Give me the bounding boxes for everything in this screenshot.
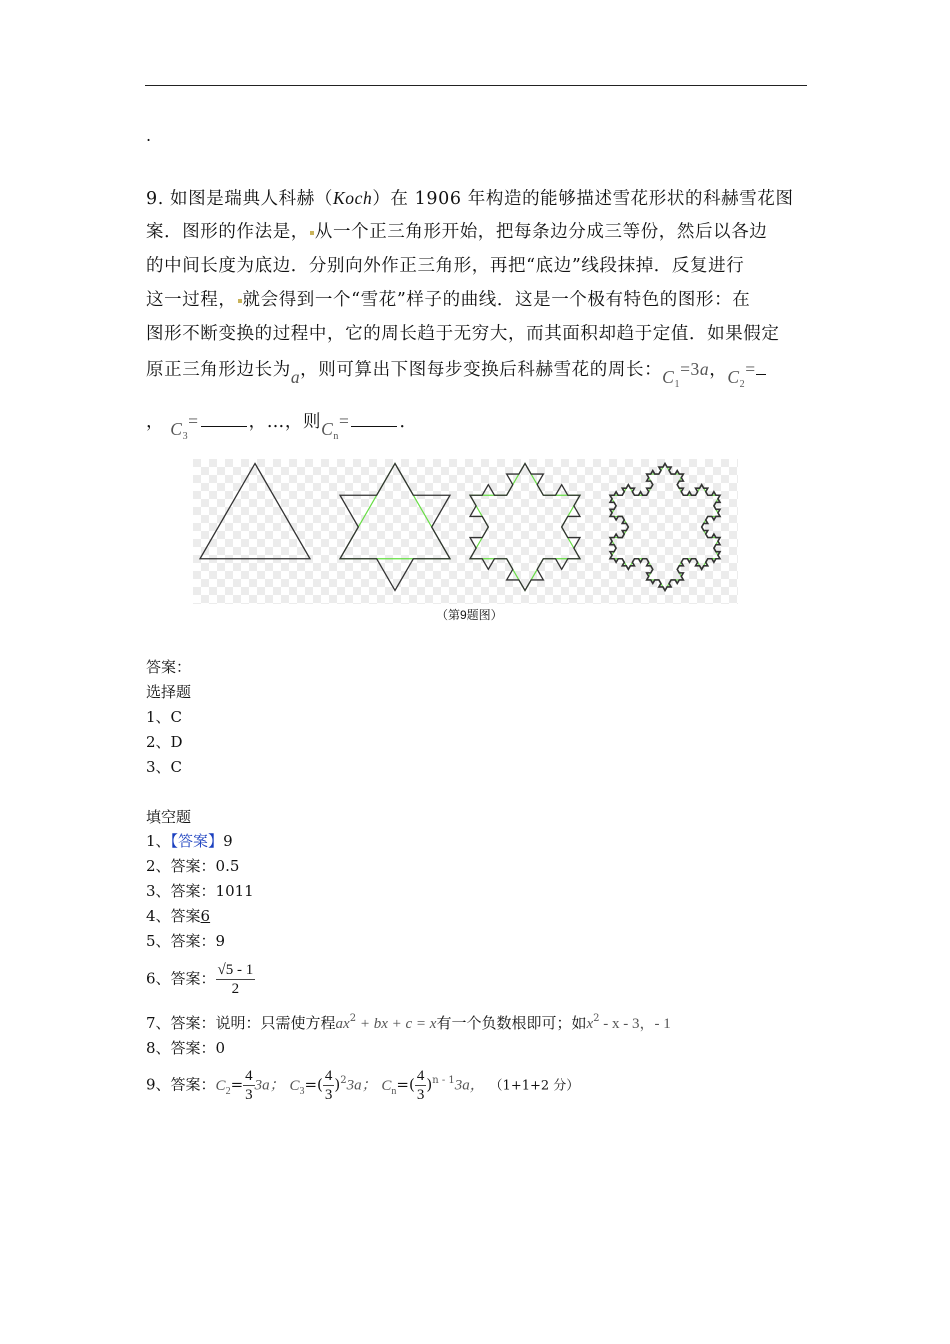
- question-line-5: 图形不断变换的过程中，它的周长趋于无穷大，而其面积却趋于定值．如果假定: [146, 324, 780, 344]
- question-line-3: 的中间长度为底边．分别向外作正三角形，再把“底边”线段抹掉．反复进行: [146, 256, 745, 276]
- edit-mark: [310, 231, 314, 235]
- choice-title: 选择题: [146, 683, 192, 701]
- fill-answer-9: 9、答案：$C_2=$ $\frac{4}{3}$ 3a； $C_3=$( $\frac{4}{3}$ )$^2$3a； $C_n=$( $\frac{4}{3}$ )$^{n - 1}$3a， （1+1+2 分）: [146, 1068, 580, 1103]
- fraction-sqrt5: $\frac{√5 - 1}{2}$: [217, 962, 254, 997]
- choice-answer-1: 1、C: [146, 708, 183, 726]
- c3-symbol: $C_3$: [170, 419, 189, 442]
- answers-header: 答案：: [146, 658, 192, 676]
- fill-answer-8: 8、答案：0: [146, 1039, 226, 1057]
- question-line-1: 9. 如图是瑞典人科赫（Koch）在 1906 年构造的能够描述雪花形状的科赫雪花图: [146, 188, 794, 209]
- fill-title: 填空题: [146, 808, 192, 826]
- choice-answer-3: 3、C: [146, 758, 183, 776]
- fill-answer-2: 2、答案：0.5: [146, 857, 240, 875]
- koch-name: Koch: [332, 188, 373, 208]
- checker-background: [193, 459, 738, 604]
- fill-answer-7: 7、答案：说明：只需使方程$ax^2$ + bx + c = x有一个负数根即可；如$x^2$ - x - 3，- 1: [146, 1013, 671, 1032]
- c1-symbol: $C_1$: [662, 367, 681, 390]
- fill-answer-4: 4、答案6: [146, 907, 211, 925]
- fill-answer-5: 5、答案：9: [146, 932, 226, 950]
- answer-tag: 【答案】: [170, 832, 224, 850]
- fill-answer-3: 3、答案：1011: [146, 882, 254, 900]
- cn-blank: [351, 414, 397, 427]
- figure-caption: （第9题图）: [436, 608, 503, 622]
- question-line-4: 这一过程， 就会得到一个“雪花”样子的曲线．这是一个极有特色的图形：在: [146, 290, 751, 310]
- header-rule: [145, 85, 807, 86]
- question-line-6: 原正三角形边长为a，则可算出下图每步变换后科赫雪花的周长：$C_1=3a$，$C_2=$: [146, 352, 766, 390]
- edit-mark: [238, 299, 242, 303]
- cn-symbol: $C_n$: [321, 419, 339, 442]
- page-dot: .: [146, 126, 152, 145]
- question-line-7: ， $C_3=$ ，…，则$C_n=$ ．: [146, 411, 418, 442]
- koch-snowflake-figure: [193, 459, 738, 604]
- c2-symbol: $C_2$: [727, 367, 746, 390]
- c3-blank: [201, 414, 247, 427]
- fill-answer-6: 6、答案： $\frac{√5 - 1}{2}$: [146, 962, 254, 997]
- fill-answer-1: 1、【答案】9: [146, 832, 233, 850]
- choice-answer-2: 2、D: [146, 733, 183, 751]
- question-line-2: 案．图形的作法是， 从一个正三角形开始，把每条边分成三等份，然后以各边: [146, 222, 768, 242]
- c2-blank: [756, 363, 766, 375]
- var-a: a: [290, 367, 301, 387]
